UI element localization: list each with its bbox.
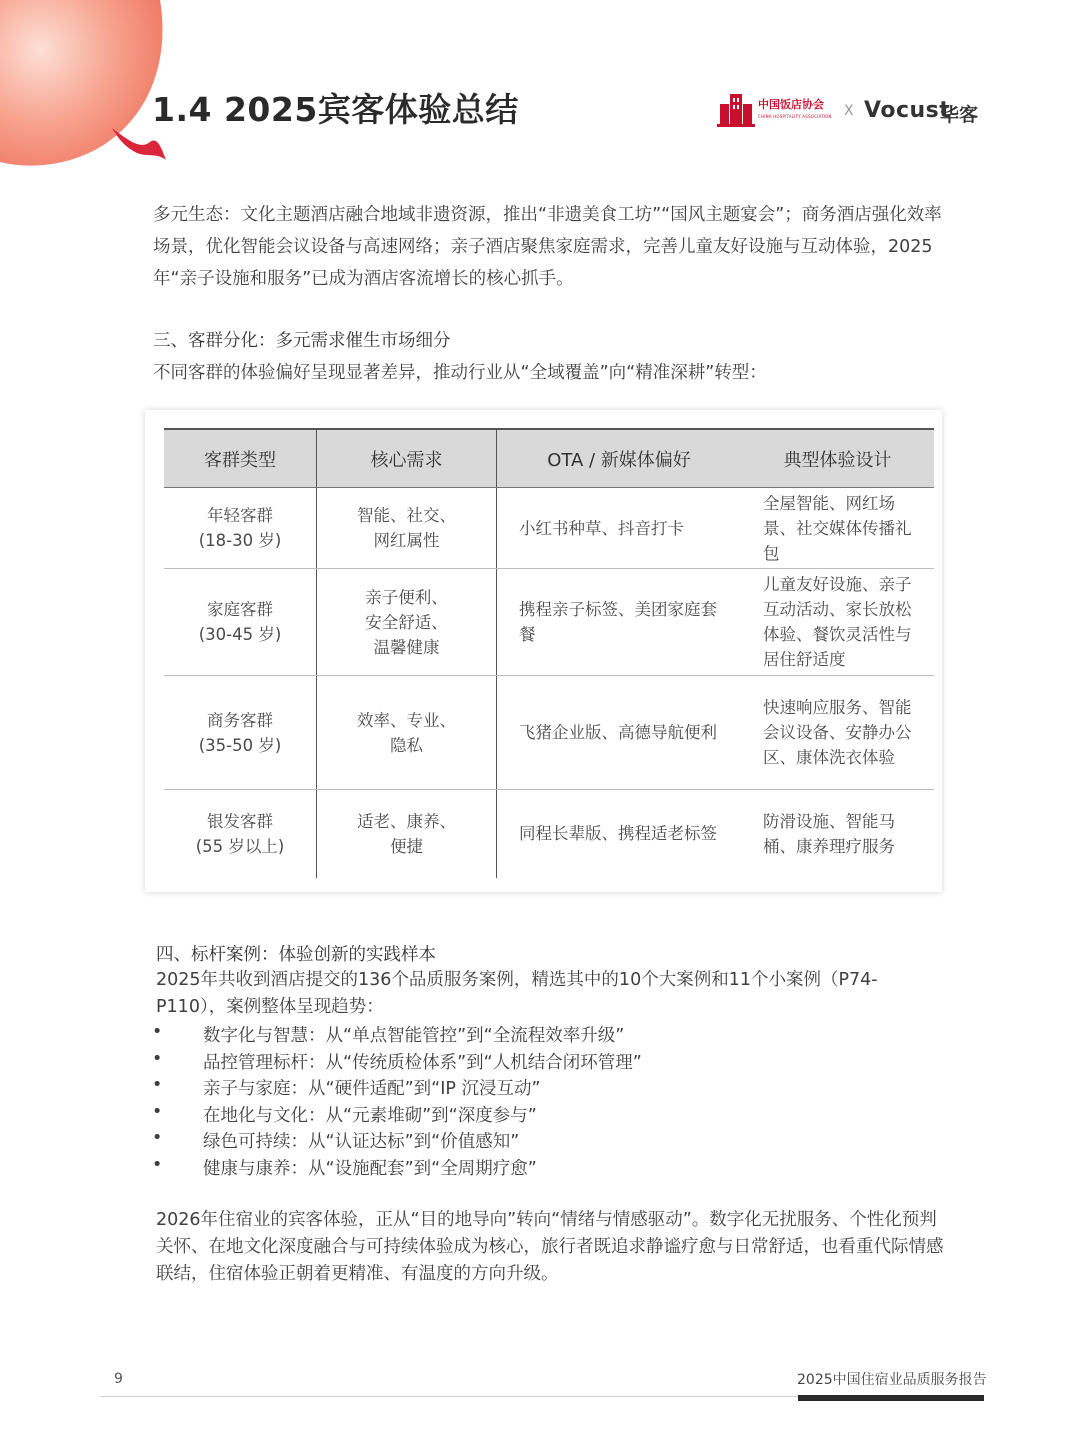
bullet-icon: • [152,1048,163,1069]
list-item: • 健康与康养：从“设施配套”到“全周期疗愈” [152,1154,537,1179]
header-logos [716,92,986,132]
intro-paragraph: 多元生态：文化主题酒店融合地域非遗资源，推出“非遗美食工坊”“国风主题宴会”；商务酒店强化效率场景，优化智能会议设备与高速网络；亲子酒店聚焦家庭需求，完善儿童友好设施与互动体验，2025 年“亲子设施和服务”已成为酒店客流增长的核心抓手。 [153,205,942,289]
page-number: 9 [114,1371,123,1387]
vocust-logo: Vocust [864,98,951,123]
list-item: • 亲子与家庭：从“硬件适配”到“IP 沉浸互动” [152,1075,541,1099]
section3-lead: 不同客群的体验偏好呈现显著差异，推动行业从“全域覆盖”向“精准深耕”转型： [153,363,767,383]
table-cell-ota: 小红书种草、抖音打卡 [497,488,742,569]
table-header-row [164,429,934,488]
list-item: • 数字化与智慧：从“单点智能管控”到“全流程效率升级” [152,1022,625,1046]
table-cell-needs: 效率、专业、 隐私 [317,676,497,790]
list-item: • 品控管理标杆：从“传统质检体系”到“人机结合闭环管理” [152,1048,642,1073]
table-row [164,790,934,878]
table-row [164,488,934,569]
table-cell-needs: 亲子便利、 安全舒适、 温馨健康 [317,569,497,676]
table-cell-design: 儿童友好设施、亲子互动活动、家长放松体验、餐饮灵活性与居住舒适度 [741,569,934,676]
bullet-icon: • [152,1022,163,1042]
segment-table-card [145,410,942,892]
table-cell-needs: 适老、康养、 便捷 [317,790,497,878]
logo-separator: X [844,103,854,119]
section4-lead: 2025年共收到酒店提交的136个品质服务案例，精选其中的10个大案例和11个小案例（P74-P110），案例整体呈现趋势： [156,970,878,1017]
list-item: • 在地化与文化：从“元素堆砌”到“深度参与” [152,1101,537,1126]
corner-decoration [0,0,175,175]
table-cell-segment: 银发客群 (55 岁以上) [164,790,317,878]
cha-logo-name: 中国饭店协会 [758,98,824,111]
table-cell-segment: 年轻客群 (18-30 岁) [164,488,317,569]
table-cell-ota: 飞猪企业版、高德导航便利 [497,676,742,790]
section4-heading: 四、标杆案例：体验创新的实践样本 [156,945,436,965]
table-cell-design: 防滑设施、智能马桶、康养理疗服务 [763,811,895,856]
report-title: 2025中国住宿业品质服务报告 [797,1372,987,1388]
table-cell-needs: 智能、社交、 网红属性 [317,488,497,569]
list-item: • 绿色可持续：从“认证达标”到“价值感知” [152,1128,520,1152]
table-header-needs: 核心需求 [317,429,497,488]
trend-list [150,1022,642,1181]
table-row [164,676,934,790]
table-header-segment: 客群类型 [164,429,317,488]
footer-accent-bar [798,1395,984,1401]
cha-logo-english: CHINA HOSPITALITY ASSOCIATION [758,114,832,119]
table-cell-design: 快速响应服务、智能会议设备、安静办公区、康体洗衣体验 [741,676,934,790]
table-cell-design: 全屋智能、网红场景、社交媒体传播礼包 [741,488,934,569]
table-cell-ota: 同程长辈版、携程适老标签 [519,824,717,844]
bullet-icon: • [152,1075,163,1095]
table-cell-segment: 商务客群 (35-50 岁) [164,676,317,790]
cha-logo-icon [716,92,756,128]
segment-table [164,428,934,878]
bullet-icon: • [152,1101,163,1122]
table-header-ota: OTA / 新媒体偏好 [497,429,742,488]
bullet-icon: • [152,1128,163,1148]
table-row [164,569,934,676]
conclusion-paragraph: 2026年住宿业的宾客体验，正从“目的地导向”转向“情绪与情感驱动”。数字化无扰服务、个性化预判关怀、在地文化深度融合与可持续体验成为核心，旅行者既追求静谧疗愈与日常舒适，也看重代际情感联结，住宿体验正朝着更精准、有温度的方向升级。 [156,1210,944,1284]
page-title: 1.4 2025宾客体验总结 [152,90,519,129]
bullet-icon: • [152,1154,163,1175]
table-header-design: 典型体验设计 [741,429,934,488]
huake-logo: 华客 [940,104,979,126]
table-cell-segment: 家庭客群 (30-45 岁) [164,569,317,676]
table-cell-ota: 携程亲子标签、美团家庭套餐 [497,569,742,676]
section3-heading: 三、客群分化：多元需求催生市场细分 [153,331,451,351]
